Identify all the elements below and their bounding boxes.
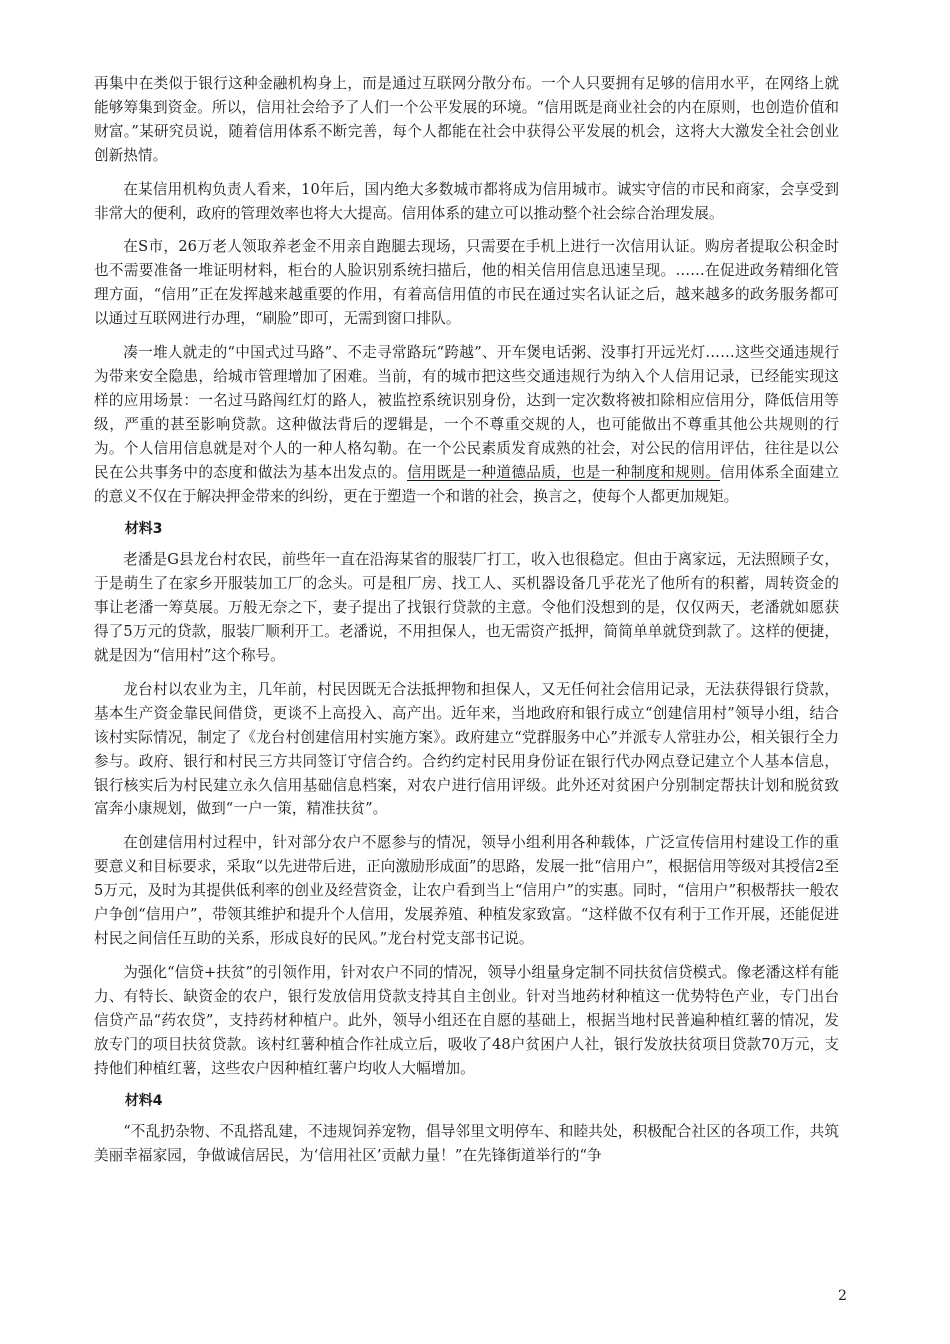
paragraph-s-city-services: 在S市，26万老人领取养老金不用亲自跑腿去现场，只需要在手机上进行一次信用认证。购房者提取公积金时也不需要准备一堆证明材料，柜台的人脸识别系统扫描后，他的相关信用信息迅速呈现。……在促进政务精细化管理方面，“信用”正在发挥越来越重要的作用，有着高信用值的市民在通过实名认证之后，越来越多的政务服务都可以通过互联网进行办理，“刷脸”即可，无需到窗口排队。 xyxy=(94,238,839,328)
section-heading-material-4: 材料4 xyxy=(124,1093,163,1110)
paragraph-credit-households: 在创建信用村过程中，针对部分农户不愿参与的情况，领导小组利用各种载体，广泛宣传信用村建设工作的重要意义和目标要求，采取“以先进带后进，正向激励形成面”的思路，发展一批“信用户”，根据信用等级对其授信2至5万元，及时为其提供低利率的创业及经营资金，让农户看到当上“信用户”的实惠。同时，“信用户”积极帮扶一般农户争创“信用户”，带领其维护和提升个人信用，发展养殖、种植发家致富。“这样做不仅有利于工作开展，还能促进村民之间信任互助的关系，形成良好的民风。”龙台村党支部书记说。 xyxy=(94,834,839,947)
paragraph-credit-poverty-alleviation: 为强化“信贷+扶贫”的引领作用，针对农户不同的情况，领导小组量身定制不同扶贫信贷模式。像老潘这样有能力、有特长、缺资金的农户，银行发放信用贷款支持其自主创业。针对当地药材种植这一优势特色产业，专门出台信贷产品“药农贷”，支持药材种植户。此外，领导小组还在自愿的基础上，根据当地村民普遍种植红薯的情况，发放专门的项目扶贫贷款。该村红薯种植合作社成立后，吸收了48户贫困户人社，银行发放扶贫项目贷款70万元，支持他们种植红薯，这些农户因种植红薯户均收人大幅增加。 xyxy=(94,963,839,1077)
traffic-text-before: 凑一堆人就走的“中国式过马路”、不走寻常路玩“跨越”、开车煲电话粥、没事打开远光灯……这些交通违规行为带来安全隐患，给城市管理增加了困难。当前，有的城市把这些交通违规行为纳入个人信用记录，已经能实现这样的应用场景：一名过马路闯红灯的路人，被监控系统识别身份，达到一定次数将被扣除相应信用分，降低信用等级，严重的甚至影响贷款。这种做法背后的逻辑是，一个不尊重交规的人，也可能做出不尊重其他公共规则的行为。个人信用信息就是对个人的一种人格勾勒。在一个公民素质发育成熟的社会，对公民的信用评估，往往是以公民在公共事务中的态度和做法为基本出发点的。 xyxy=(94,344,839,481)
paragraph-credit-community: “不乱扔杂物、不乱搭乱建，不违规饲养宠物，倡导邻里文明停车、和睦共处，积极配合社区的各项工作，共筑美丽幸福家园，争做诚信居民，为‘信用社区’贡献力量！”在先锋街道举行的“争 xyxy=(94,1123,839,1165)
paragraph-credit-city: 在某信用机构负责人看来，10年后，国内绝大多数城市都将成为信用城市。诚实守信的市民和商家，会享受到非常大的便利，政府的管理效率也将大大提高。信用体系的建立可以推动整个社会综合治理发展。 xyxy=(94,180,839,222)
document-page xyxy=(94,72,839,1178)
underlined-sentence: 信用既是一种道德品质，也是一种制度和规则。 xyxy=(407,463,720,481)
page-number: 2 xyxy=(838,1288,847,1304)
section-heading-material-3: 材料3 xyxy=(124,521,163,538)
paragraph-credit-fairness: 再集中在类似于银行这种金融机构身上，而是通过互联网分散分布。一个人只要拥有足够的信用水平，在网络上就能够筹集到资金。所以，信用社会给予了人们一个公平发展的环境。“信用既是商业社会的内在原则，也创造价值和财富。”某研究员说，随着信用体系不断完善，每个人都能在社会中获得公平发展的机会，这将大大激发全社会创业创新热情。 xyxy=(94,75,839,164)
paragraph-traffic-violations xyxy=(94,341,839,508)
paragraph-longtai-village: 龙台村以农业为主，几年前，村民因既无合法抵押物和担保人，又无任何社会信用记录，无法获得银行贷款，基本生产资金靠民间借贷，更谈不上高投入、高产出。近年来，当地政府和银行成立“创建信用村”领导小组，结合该村实际情况，制定了《龙台村创建信用村实施方案》。政府建立“党群服务中心”并派专人常驻办公，相关银行全力参与。政府、银行和村民三方共同签订守信合约。合约约定村民用身份证在银行代办网点登记建立个人基本信息，银行核实后为村民建立永久信用基础信息档案，对农户进行信用评级。此外还对贫困户分别制定帮扶计划和脱贫致富奔小康规划，做到“一户一策，精准扶贫”。 xyxy=(94,680,839,818)
traffic-text-after: 信用体系全面建立的意义不仅在于解决押金带来的纠纷，更在于塑造一个和谐的社会，换言之，使每个人都更加规矩。 xyxy=(94,463,839,505)
paragraph-lao-pan-loan: 老潘是G县龙台村农民，前些年一直在沿海某省的服装厂打工，收入也很稳定。但由于离家远，无法照顾子女，于是萌生了在家乡开服装加工厂的念头。可是租厂房、找工人、买机器设备几乎花光了他所有的积蓄，周转资金的事让老潘一筹莫展。万般无奈之下，妻子提出了找银行贷款的主意。令他们没想到的是，仅仅两天，老潘就如愿获得了5万元的贷款，服装厂顺利开工。老潘说，不用担保人，也无需资产抵押，简简单单就贷到款了。这样的便捷，就是因为“信用村”这个称号。 xyxy=(94,551,839,665)
